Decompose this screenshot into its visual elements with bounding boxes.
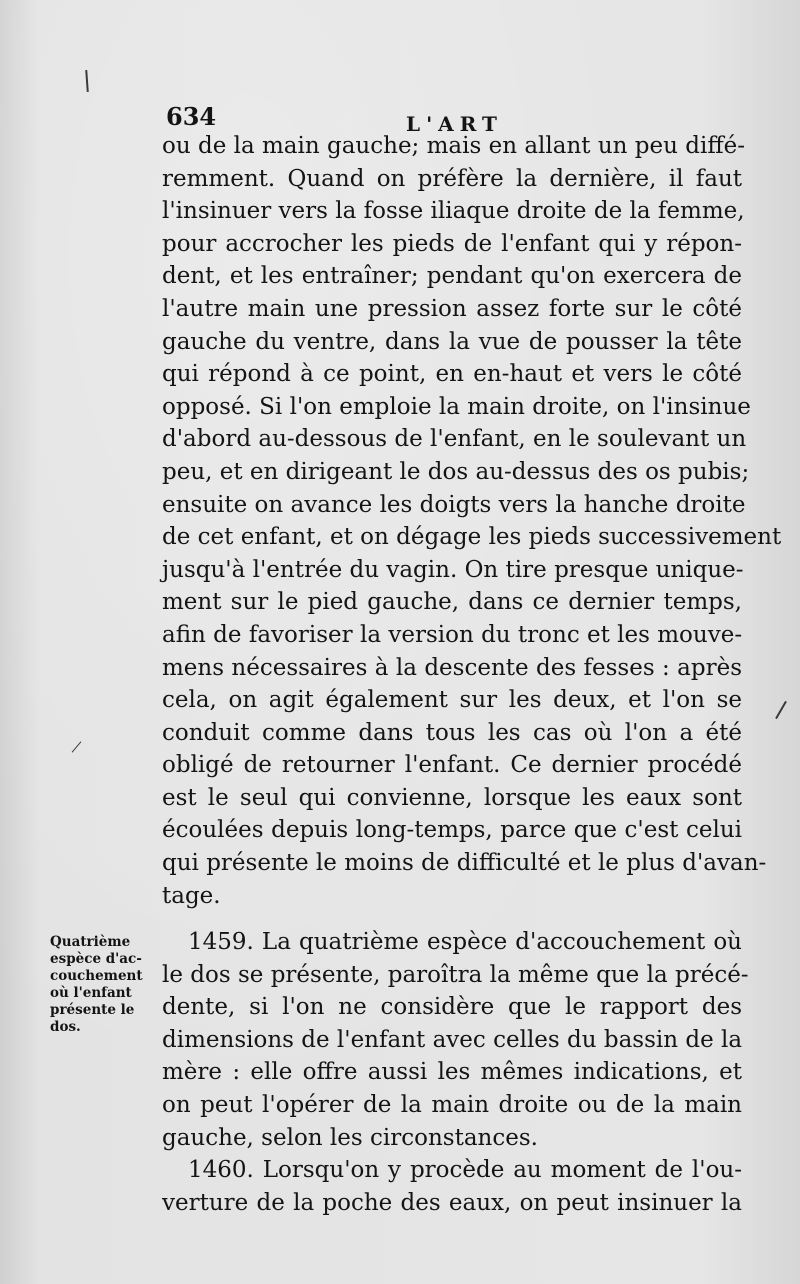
text-line: afin de favoriser la version du tronc et les mouve- <box>162 621 743 648</box>
marginal-note-line: couchement <box>50 968 143 984</box>
text-line: qui présente le moins de difficulté et le plus d'avan- <box>162 850 767 877</box>
text-line: dent, et les entraîner; pendant qu'on exercera de <box>162 263 742 290</box>
text-line: tage. <box>162 882 221 909</box>
marginal-note-line: où l'enfant <box>50 985 132 1001</box>
text-line: peu, et en dirigeant le dos au-dessus des os pubis; <box>162 458 750 485</box>
marginal-note-line: espèce d'ac- <box>50 951 142 967</box>
text-line: dente, si l'on ne considère que le rapport des <box>162 994 742 1021</box>
text-line: 1459. La quatrième espèce d'accouchement où <box>188 929 742 955</box>
text-line: conduit comme dans tous les cas où l'on a été <box>162 719 742 746</box>
marginal-note-line: dos. <box>50 1019 81 1035</box>
text-line: d'abord au-dessous de l'enfant, en le soulevant un <box>162 426 747 453</box>
marginal-note-line: Quatrième <box>50 934 131 950</box>
text-line: mens nécessaires à la descente des fesses : après <box>162 654 742 681</box>
running-head: L'ART <box>406 112 503 136</box>
text-line: obligé de retourner l'enfant. Ce dernier procédé <box>162 752 742 779</box>
text-line: ment sur le pied gauche, dans ce dernier temps, <box>162 589 742 616</box>
text-line: dimensions de l'enfant avec celles du bassin de la <box>162 1026 743 1053</box>
text-line: 1460. Lorsqu'on y procède au moment de l'ou- <box>188 1157 742 1184</box>
ink-mark <box>85 70 89 92</box>
text-line: verture de la poche des eaux, on peut insinuer la <box>162 1189 742 1216</box>
text-line: qui répond à ce point, en en-haut et vers le côté <box>162 361 742 388</box>
text-line: on peut l'opérer de la main droite ou de la main <box>162 1091 742 1118</box>
text-line: le dos se présente, paroîtra la même que la précé- <box>162 961 749 988</box>
text-line: l'autre main une pression assez forte sur le côté <box>162 295 742 322</box>
ink-mark <box>775 701 787 719</box>
marginal-note-line: présente le <box>50 1002 135 1018</box>
text-line: écoulées depuis long-temps, parce que c'est celui <box>162 817 742 844</box>
text-line: ensuite on avance les doigts vers la hanche droite <box>162 491 746 518</box>
text-line: mère : elle offre aussi les mêmes indications, et <box>162 1059 742 1086</box>
text-line: l'insinuer vers la fosse iliaque droite de la femme, <box>162 198 745 225</box>
paragraph-1 <box>162 130 782 912</box>
text-line: de cet enfant, et on dégage les pieds successivement <box>162 524 782 551</box>
text-line: ou de la main gauche; mais en allant un peu diffé- <box>162 133 746 159</box>
text-line: gauche, selon les circonstances. <box>162 1124 538 1151</box>
text-line: remment. Quand on préfère la dernière, il faut <box>162 165 742 192</box>
ink-mark <box>72 741 82 752</box>
text-line: pour accrocher les pieds de l'enfant qui y répon- <box>162 230 742 257</box>
text-line: jusqu'à l'entrée du vagin. On tire presque unique- <box>162 556 744 583</box>
text-line: opposé. Si l'on emploie la main droite, on l'insinue <box>162 393 751 420</box>
text-line: cela, on agit également sur les deux, et l'on se <box>162 687 742 714</box>
text-line: est le seul qui convienne, lorsque les eaux sont <box>162 784 742 811</box>
text-line: gauche du ventre, dans la vue de pousser la tête <box>162 328 742 355</box>
page-number: 634 <box>166 102 217 131</box>
marginal-note <box>50 934 158 1036</box>
paragraph-2 <box>162 926 749 1219</box>
